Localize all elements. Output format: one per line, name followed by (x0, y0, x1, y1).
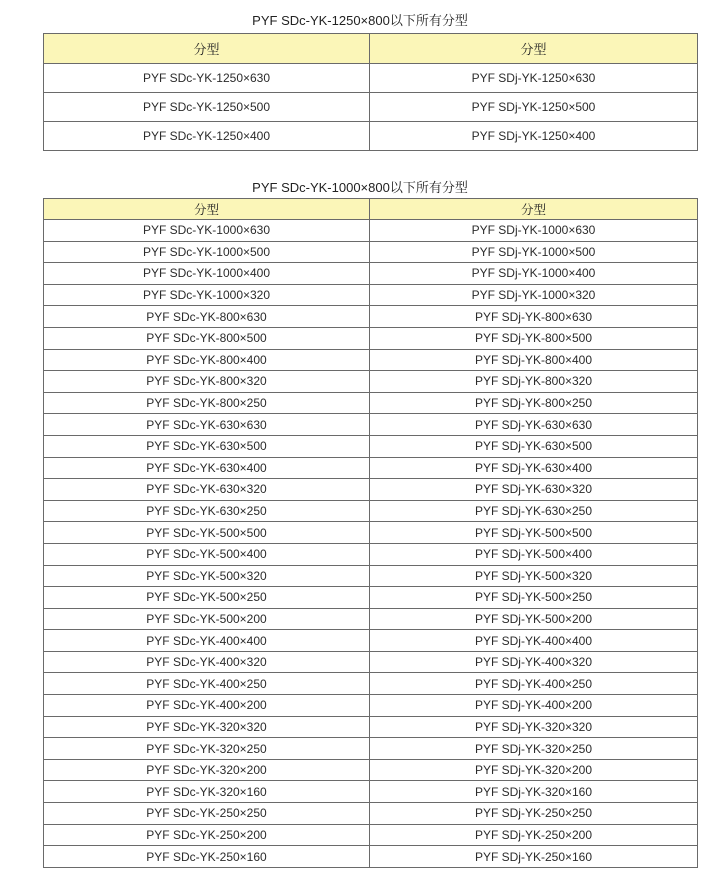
table-row (44, 716, 698, 738)
sdj-model-cell: PYF SDj-YK-1000×500 (370, 241, 698, 263)
sdj-model-cell: PYF SDj-YK-400×400 (370, 630, 698, 652)
sdj-model-cell: PYF SDj-YK-800×250 (370, 392, 698, 414)
table-row (44, 781, 698, 803)
sdc-model-cell: PYF SDc-YK-400×400 (44, 630, 370, 652)
sdj-model-cell: PYF SDj-YK-250×200 (370, 824, 698, 846)
sdj-model-cell: PYF SDj-YK-500×500 (370, 522, 698, 544)
sdj-model-cell: PYF SDj-YK-1000×320 (370, 284, 698, 306)
table-row (44, 371, 698, 393)
sdj-model-cell: PYF SDj-YK-400×250 (370, 673, 698, 695)
table-row (44, 695, 698, 717)
sdj-model-cell: PYF SDj-YK-400×320 (370, 651, 698, 673)
table-row (44, 500, 698, 522)
table-row (44, 543, 698, 565)
sdj-model-cell: PYF SDj-YK-500×200 (370, 608, 698, 630)
table-row (44, 673, 698, 695)
sdc-model-cell: PYF SDc-YK-800×630 (44, 306, 370, 328)
sdj-model-cell: PYF SDj-YK-250×160 (370, 846, 698, 868)
column-header-sdc: 分型 (44, 34, 370, 64)
table-row (44, 64, 698, 93)
table-header-row (44, 199, 698, 220)
table-row (44, 803, 698, 825)
table-row (44, 263, 698, 285)
table-row (44, 122, 698, 151)
sdc-model-cell: PYF SDc-YK-1250×500 (44, 93, 370, 122)
sdj-model-cell: PYF SDj-YK-800×500 (370, 327, 698, 349)
model-table-1250 (43, 33, 698, 151)
sdj-model-cell: PYF SDj-YK-800×400 (370, 349, 698, 371)
table-header-row (44, 34, 698, 64)
sdj-model-cell: PYF SDj-YK-800×630 (370, 306, 698, 328)
table-row (44, 284, 698, 306)
sdc-model-cell: PYF SDc-YK-800×250 (44, 392, 370, 414)
table-row (44, 846, 698, 868)
table1-body (44, 64, 698, 151)
sdc-model-cell: PYF SDc-YK-630×320 (44, 479, 370, 501)
sdj-model-cell: PYF SDj-YK-500×250 (370, 587, 698, 609)
sdj-model-cell: PYF SDj-YK-630×630 (370, 414, 698, 436)
sdj-model-cell: PYF SDj-YK-630×320 (370, 479, 698, 501)
table-row (44, 608, 698, 630)
sdc-model-cell: PYF SDc-YK-1000×500 (44, 241, 370, 263)
sdj-model-cell: PYF SDj-YK-1250×400 (370, 122, 698, 151)
sdc-model-cell: PYF SDc-YK-320×160 (44, 781, 370, 803)
sdj-model-cell: PYF SDj-YK-630×500 (370, 435, 698, 457)
sdj-model-cell: PYF SDj-YK-500×400 (370, 543, 698, 565)
table-row (44, 565, 698, 587)
sdc-model-cell: PYF SDc-YK-250×160 (44, 846, 370, 868)
table-row (44, 457, 698, 479)
sdc-model-cell: PYF SDc-YK-1000×630 (44, 220, 370, 242)
column-header-sdj: 分型 (370, 34, 698, 64)
table1-caption: PYF SDc-YK-1250×800以下所有分型 (252, 13, 468, 28)
sdj-model-cell: PYF SDj-YK-250×250 (370, 803, 698, 825)
sdj-model-cell: PYF SDj-YK-320×250 (370, 738, 698, 760)
sdc-model-cell: PYF SDc-YK-630×500 (44, 435, 370, 457)
sdc-model-cell: PYF SDc-YK-1000×320 (44, 284, 370, 306)
table-row (44, 738, 698, 760)
sdj-model-cell: PYF SDj-YK-320×200 (370, 759, 698, 781)
table-row (44, 479, 698, 501)
sdc-model-cell: PYF SDc-YK-500×250 (44, 587, 370, 609)
sdj-model-cell: PYF SDj-YK-630×400 (370, 457, 698, 479)
sdc-model-cell: PYF SDc-YK-320×250 (44, 738, 370, 760)
table-row (44, 651, 698, 673)
table-row (44, 241, 698, 263)
table-row (44, 327, 698, 349)
sdj-model-cell: PYF SDj-YK-800×320 (370, 371, 698, 393)
table2-body (44, 220, 698, 868)
sdc-model-cell: PYF SDc-YK-630×630 (44, 414, 370, 436)
column-header-sdc: 分型 (44, 199, 370, 220)
table-row (44, 392, 698, 414)
table-row (44, 93, 698, 122)
table-row (44, 824, 698, 846)
sdc-model-cell: PYF SDc-YK-1250×400 (44, 122, 370, 151)
sdj-model-cell: PYF SDj-YK-1000×630 (370, 220, 698, 242)
sdj-model-cell: PYF SDj-YK-1250×500 (370, 93, 698, 122)
sdc-model-cell: PYF SDc-YK-800×320 (44, 371, 370, 393)
column-header-sdj: 分型 (370, 199, 698, 220)
sdc-model-cell: PYF SDc-YK-320×200 (44, 759, 370, 781)
sdc-model-cell: PYF SDc-YK-400×250 (44, 673, 370, 695)
sdj-model-cell: PYF SDj-YK-630×250 (370, 500, 698, 522)
sdc-model-cell: PYF SDc-YK-400×320 (44, 651, 370, 673)
table-row (44, 349, 698, 371)
table2-caption: PYF SDc-YK-1000×800以下所有分型 (252, 180, 468, 195)
sdc-model-cell: PYF SDc-YK-500×400 (44, 543, 370, 565)
sdj-model-cell: PYF SDj-YK-1000×400 (370, 263, 698, 285)
sdc-model-cell: PYF SDc-YK-500×500 (44, 522, 370, 544)
table-row (44, 220, 698, 242)
sdc-model-cell: PYF SDc-YK-500×320 (44, 565, 370, 587)
sdc-model-cell: PYF SDc-YK-500×200 (44, 608, 370, 630)
sdc-model-cell: PYF SDc-YK-800×500 (44, 327, 370, 349)
table-row (44, 435, 698, 457)
table-row (44, 414, 698, 436)
sdj-model-cell: PYF SDj-YK-500×320 (370, 565, 698, 587)
sdc-model-cell: PYF SDc-YK-800×400 (44, 349, 370, 371)
sdj-model-cell: PYF SDj-YK-320×160 (370, 781, 698, 803)
sdj-model-cell: PYF SDj-YK-400×200 (370, 695, 698, 717)
table-row (44, 587, 698, 609)
sdc-model-cell: PYF SDc-YK-630×400 (44, 457, 370, 479)
sdc-model-cell: PYF SDc-YK-1250×630 (44, 64, 370, 93)
table-row (44, 306, 698, 328)
model-table-1000 (43, 198, 698, 868)
sdc-model-cell: PYF SDc-YK-1000×400 (44, 263, 370, 285)
sdc-model-cell: PYF SDc-YK-250×250 (44, 803, 370, 825)
sdc-model-cell: PYF SDc-YK-320×320 (44, 716, 370, 738)
table-row (44, 630, 698, 652)
table-row (44, 759, 698, 781)
sdc-model-cell: PYF SDc-YK-630×250 (44, 500, 370, 522)
sdj-model-cell: PYF SDj-YK-320×320 (370, 716, 698, 738)
sdc-model-cell: PYF SDc-YK-400×200 (44, 695, 370, 717)
table-row (44, 522, 698, 544)
sdc-model-cell: PYF SDc-YK-250×200 (44, 824, 370, 846)
sdj-model-cell: PYF SDj-YK-1250×630 (370, 64, 698, 93)
